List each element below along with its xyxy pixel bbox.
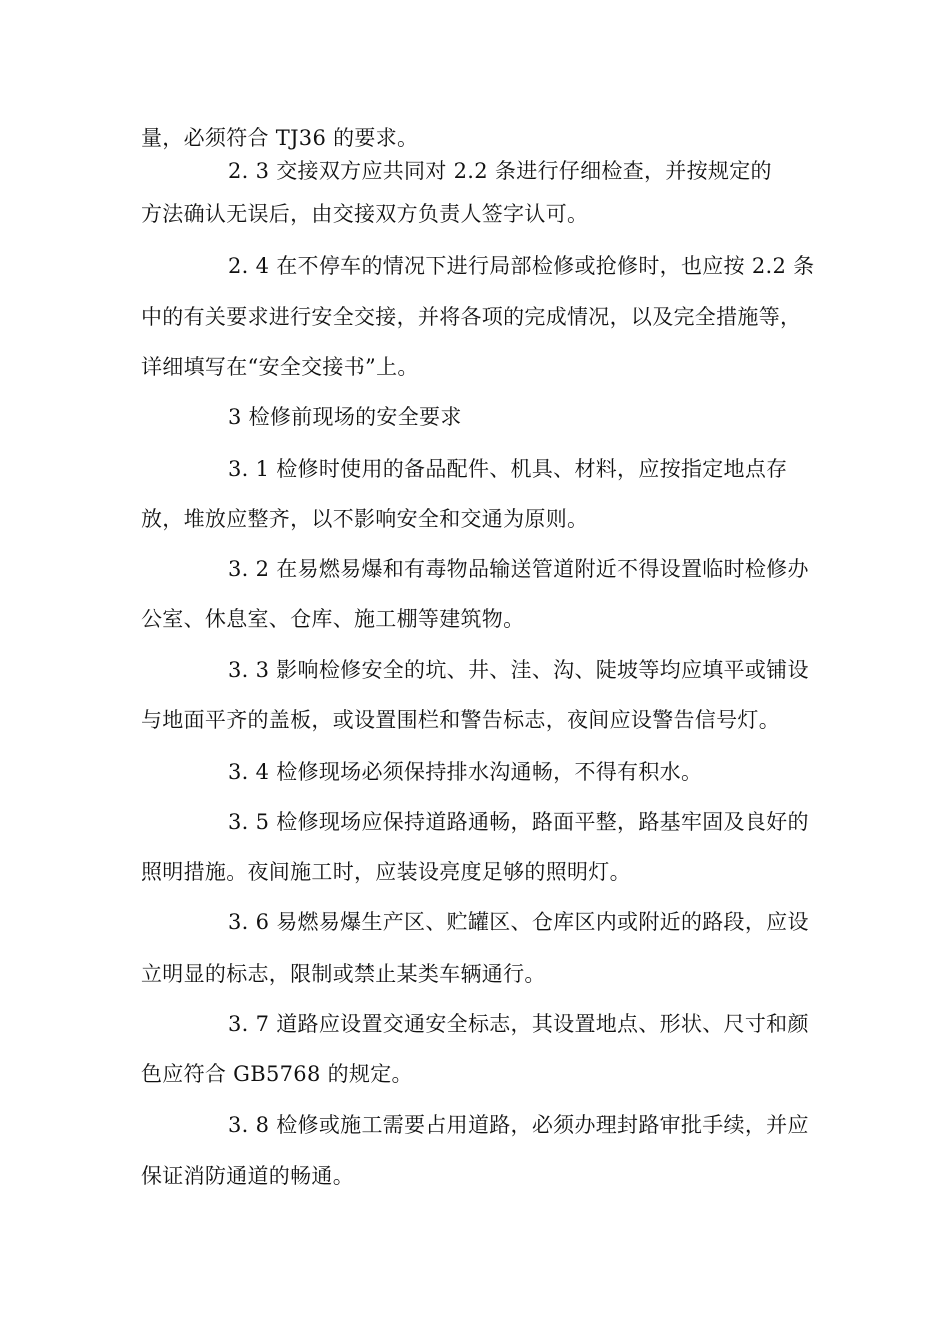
text-line: 保证消防通道的畅通。 xyxy=(141,1164,354,1188)
text-line: 3. 6 易燃易爆生产区、贮罐区、仓库区内或附近的路段，应设 xyxy=(228,910,809,934)
text-line: 3. 5 检修现场应保持道路通畅，路面平整，路基牢固及良好的 xyxy=(228,810,809,834)
text-line: 3. 7 道路应设置交通安全标志，其设置地点、形状、尺寸和颜 xyxy=(228,1012,809,1036)
text-line: 与地面平齐的盖板，或设置围栏和警告标志，夜间应设警告信号灯。 xyxy=(141,708,780,732)
text-line: 详细填写在“安全交接书”上。 xyxy=(141,355,419,379)
text-line: 2. 3 交接双方应共同对 2.2 条进行仔细检查，并按规定的 xyxy=(228,159,772,183)
section-heading: 3 检修前现场的安全要求 xyxy=(228,405,462,429)
text-line: 中的有关要求进行安全交接，并将各项的完成情况，以及完全措施等， xyxy=(141,305,802,329)
text-line: 立明显的标志，限制或禁止某类车辆通行。 xyxy=(141,962,546,986)
text-line: 3. 1 检修时使用的备品配件、机具、材料，应按指定地点存 xyxy=(228,457,788,481)
text-line: 2. 4 在不停车的情况下进行局部检修或抢修时，也应按 2.2 条 xyxy=(228,254,815,278)
text-line: 照明措施。夜间施工时，应装设亮度足够的照明灯。 xyxy=(141,860,631,884)
text-line: 方法确认无误后，由交接双方负责人签字认可。 xyxy=(141,202,589,226)
text-line: 3. 2 在易燃易爆和有毒物品输送管道附近不得设置临时检修办 xyxy=(228,557,809,581)
text-line: 3. 4 检修现场必须保持排水沟通畅，不得有积水。 xyxy=(228,760,703,784)
text-line: 公室、休息室、仓库、施工棚等建筑物。 xyxy=(141,607,525,631)
text-line: 放，堆放应整齐，以不影响安全和交通为原则。 xyxy=(141,507,589,531)
text-line: 3. 3 影响检修安全的坑、井、洼、沟、陡坡等均应填平或铺设 xyxy=(228,658,809,682)
text-line: 量，必须符合 TJ36 的要求。 xyxy=(141,126,419,150)
text-line: 色应符合 GB5768 的规定。 xyxy=(141,1062,413,1086)
text-line: 3. 8 检修或施工需要占用道路，必须办理封路审批手续，并应 xyxy=(228,1113,809,1137)
